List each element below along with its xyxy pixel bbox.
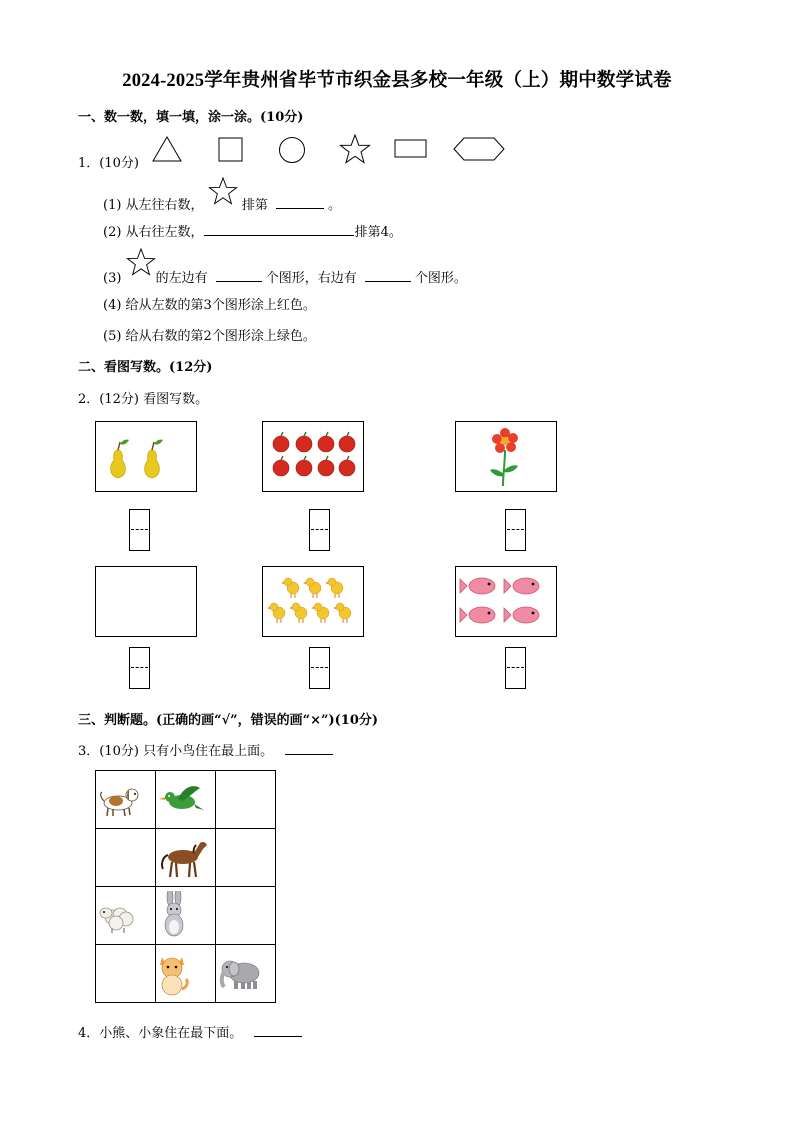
page-title: 2024-2025学年贵州省毕节市织金县多校一年级（上）期中数学试卷 (122, 71, 672, 91)
q1-prefix: 1．(10分) (78, 156, 139, 171)
answer-box[interactable] (309, 509, 330, 551)
grid-cell (216, 771, 276, 829)
grid-cell (156, 829, 216, 887)
q1-item-1 (103, 194, 341, 213)
grid-cell (216, 945, 276, 1003)
answer-box[interactable] (129, 647, 150, 689)
q1-item-4: (4) 给从左数的第3个图形涂上红色。 (103, 298, 316, 313)
grid-cell (96, 887, 156, 945)
rectangle-icon (394, 139, 428, 159)
section-3-heading: 三、判断题。(正确的画“√”，错误的画“×”)(10分) (78, 713, 379, 728)
q1-item-3-text-3: 个图形。 (414, 271, 467, 286)
grid-cell (156, 887, 216, 945)
q4-text-content: 4．小熊、小象住在最下面。 (78, 1026, 243, 1041)
grid-cell (156, 771, 216, 829)
sheep-icon (96, 897, 140, 935)
picture-box-chicks (262, 566, 364, 637)
q4-text (78, 1022, 306, 1041)
grid-cell (216, 829, 276, 887)
answer-box[interactable] (505, 647, 526, 689)
q1-item-2-text-2: 排第4。 (354, 225, 402, 240)
answer-box[interactable] (129, 509, 150, 551)
q3-text-content: 3．(10分) 只有小鸟住在最上面。 (78, 744, 274, 759)
q1-item-3 (103, 267, 467, 286)
q1-item-1-text-2: 排第 (241, 198, 268, 213)
picture-box-fish (455, 566, 557, 637)
cat-icon (156, 951, 190, 997)
grid-cell (96, 945, 156, 1003)
answer-box[interactable] (505, 509, 526, 551)
q1-item-2-text: (2) 从右往左数， (103, 225, 204, 240)
star-icon (339, 134, 371, 164)
horse-icon (156, 835, 210, 881)
q1-item-3-text-1: 的左边有 (155, 271, 208, 286)
q1-item-1-text: (1) 从左往右数， (103, 198, 204, 213)
star-icon (208, 195, 238, 209)
answer-blank[interactable] (276, 196, 324, 209)
q1-item-1-end: 。 (328, 198, 342, 213)
elephant-icon (216, 955, 266, 993)
fish-icon (456, 567, 556, 636)
chick-icon (263, 567, 363, 636)
answer-blank[interactable] (204, 223, 354, 236)
q2-prefix: 2．(12分) 看图写数。 (78, 392, 209, 407)
animal-grid (95, 770, 276, 1003)
dog-icon (96, 781, 142, 819)
grid-cell (96, 829, 156, 887)
circle-icon (278, 136, 306, 164)
star-icon (126, 268, 156, 282)
section-1-heading: 一、数一数，填一填，涂一涂。(10分) (78, 110, 304, 125)
grid-cell (156, 945, 216, 1003)
hexagon-icon (452, 137, 506, 161)
pear-icon (96, 422, 196, 491)
answer-blank[interactable] (365, 269, 411, 282)
q1-item-2 (103, 221, 402, 240)
rabbit-icon (156, 891, 192, 941)
picture-box-apples (262, 421, 364, 492)
q1-item-3-label: (3) (103, 271, 122, 286)
triangle-icon (152, 136, 182, 162)
grid-cell (96, 771, 156, 829)
picture-box-empty (95, 566, 197, 637)
answer-box[interactable] (309, 647, 330, 689)
square-icon (218, 137, 244, 163)
section-2-heading: 二、看图写数。(12分) (78, 360, 213, 375)
picture-box-pears (95, 421, 197, 492)
flower-icon (456, 422, 556, 491)
q1-item-3-text-2: 个图形，右边有 (265, 271, 357, 286)
picture-box-flower (455, 421, 557, 492)
answer-blank[interactable] (254, 1024, 302, 1037)
answer-blank[interactable] (285, 742, 333, 755)
bird-icon (156, 782, 206, 818)
apple-icon (263, 422, 363, 491)
q1-item-5: (5) 给从右数的第2个图形涂上绿色。 (103, 329, 316, 344)
grid-cell (216, 887, 276, 945)
answer-blank[interactable] (216, 269, 262, 282)
q3-text (78, 740, 337, 759)
